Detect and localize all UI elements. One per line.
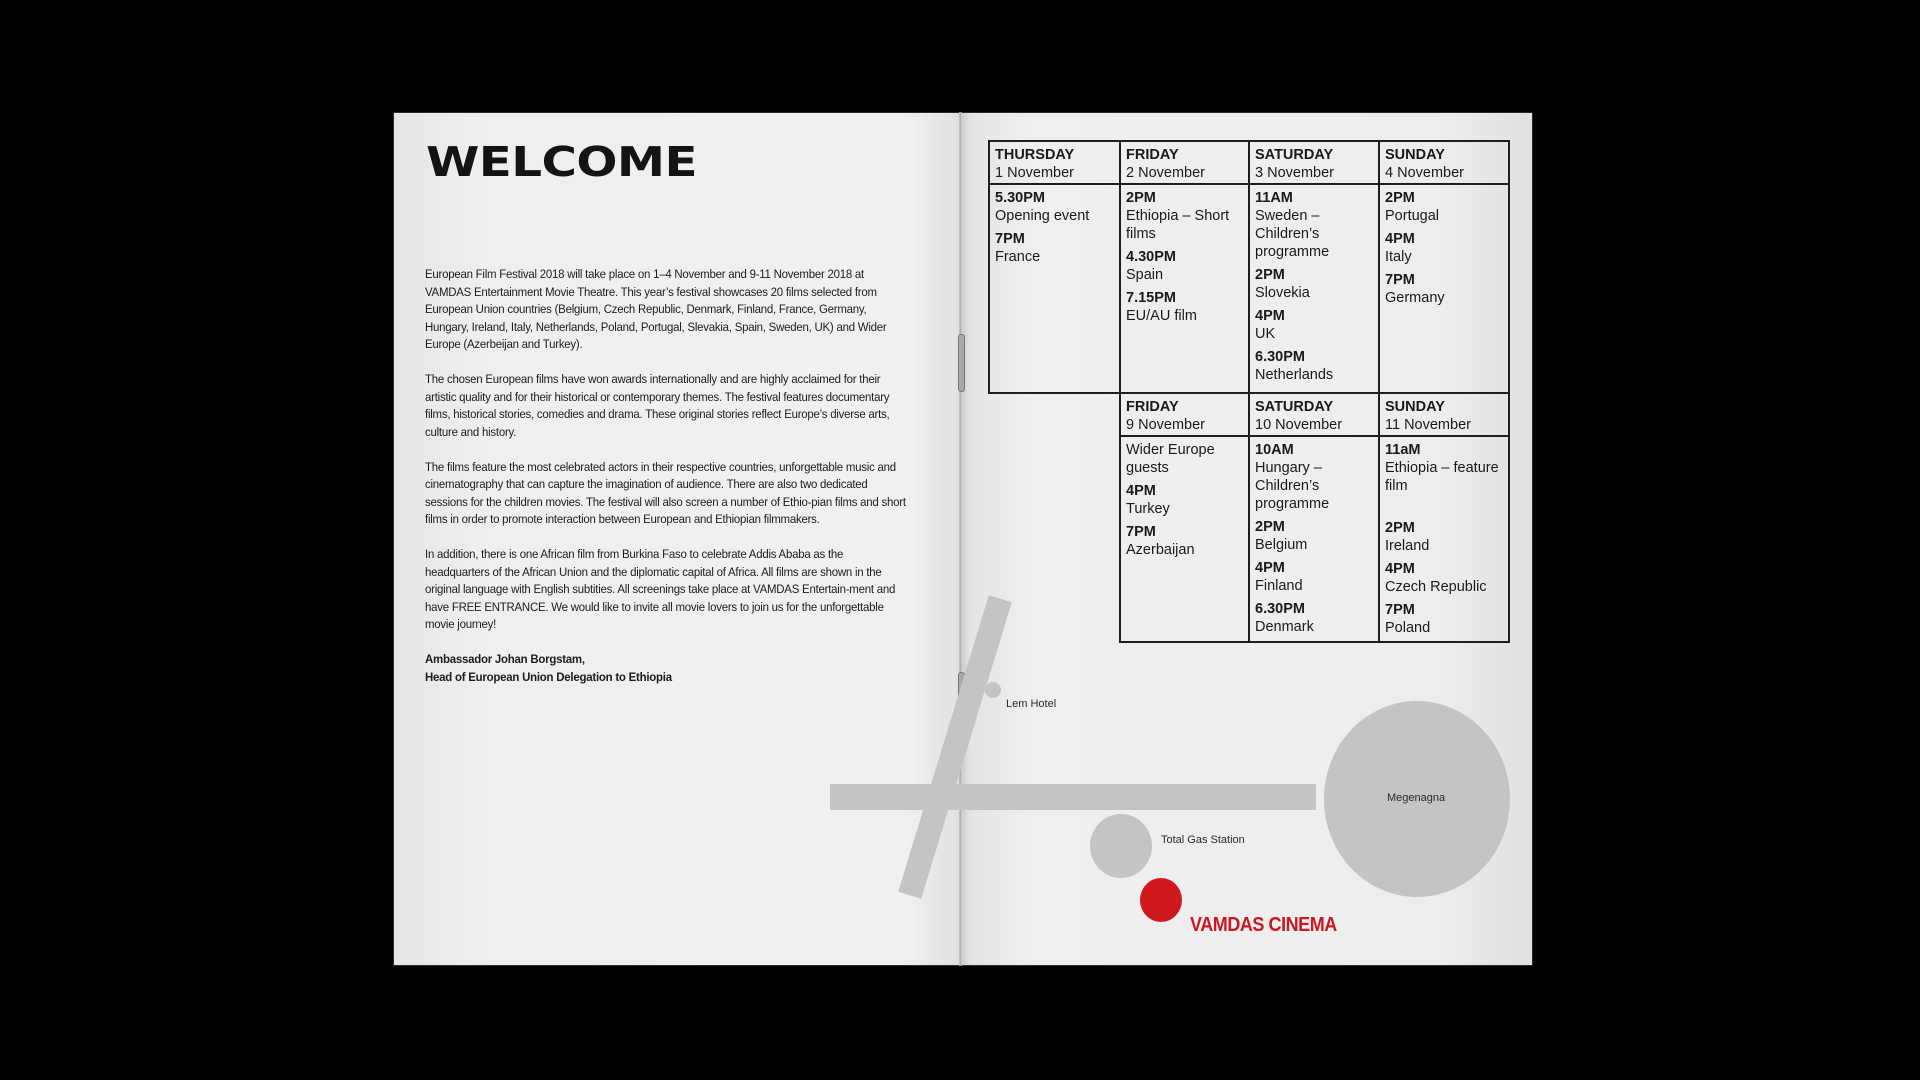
event-name: Portugal	[1385, 208, 1440, 224]
signature-name: Ambassador Johan Borgstam,	[425, 652, 585, 666]
schedule-table	[988, 140, 1510, 643]
day-name: FRIDAY	[1126, 399, 1179, 415]
day-events-thu-1	[988, 183, 1121, 394]
day-header-thu-1	[988, 140, 1121, 185]
event-name: Sweden – Children’s programme	[1255, 208, 1330, 260]
event	[1255, 189, 1373, 261]
day-date: 1 November	[995, 165, 1074, 181]
event-time: 2PM	[1255, 267, 1285, 283]
event	[1385, 560, 1503, 596]
event-time: 4PM	[1385, 561, 1415, 577]
event	[1385, 271, 1503, 307]
event-time: 2PM	[1126, 190, 1156, 206]
staple-top	[958, 334, 965, 392]
event	[1385, 519, 1503, 555]
event-name: Italy	[1385, 249, 1412, 265]
event-name: Denmark	[1255, 619, 1314, 635]
day-date: 10 November	[1255, 417, 1343, 433]
event	[1255, 518, 1373, 554]
day-date: 3 November	[1255, 165, 1334, 181]
event-name: Azerbaijan	[1126, 542, 1195, 558]
event	[995, 230, 1114, 266]
signature-role: Head of European Union Delegation to Ethiopia	[425, 669, 672, 684]
gas-station-label: Total Gas Station	[1161, 834, 1245, 846]
day-events-fri-2	[1119, 183, 1250, 394]
day-name: SATURDAY	[1255, 399, 1334, 415]
event-name: UK	[1255, 326, 1276, 342]
event	[1385, 189, 1503, 225]
day-events-sat-3	[1248, 183, 1380, 394]
event	[1385, 601, 1503, 637]
event-name: Belgium	[1255, 537, 1308, 553]
welcome-title: WELCOME	[426, 138, 697, 186]
paragraph: The chosen European films have won awards internationally and are highly acclaimed for their artistic quality and for their historical or contemporary themes. The festival features documentary films, historical stories, comedies and drama. These original stories reflect Europe’s diverse arts, culture and history.	[425, 372, 890, 439]
event-time: 6.30PM	[1255, 349, 1305, 365]
event	[1126, 289, 1243, 325]
day-date: 4 November	[1385, 165, 1464, 181]
cinema-label: VAMDAS CINEMA	[1190, 914, 1337, 936]
event-time: 5.30PM	[995, 190, 1045, 206]
gas-station-marker-icon	[1090, 814, 1152, 878]
day-name: FRIDAY	[1126, 147, 1179, 163]
event-name: Netherlands	[1255, 367, 1334, 383]
event	[995, 189, 1114, 225]
map-road-horizontal	[830, 784, 1316, 810]
day-name: SUNDAY	[1385, 147, 1445, 163]
day-date: 2 November	[1126, 165, 1205, 181]
lem-hotel-label: Lem Hotel	[1006, 698, 1057, 710]
day-header-fri-2	[1119, 140, 1250, 185]
event-name: Finland	[1255, 578, 1303, 594]
day-date: 9 November	[1126, 417, 1205, 433]
day-header-sun-11	[1378, 392, 1510, 437]
event	[1126, 248, 1243, 284]
event-time: 7.15PM	[1126, 290, 1176, 306]
welcome-letter	[425, 266, 909, 686]
event-time: 4.30PM	[1126, 249, 1176, 265]
day-events-fri-9	[1119, 435, 1250, 643]
day-name: THURSDAY	[995, 147, 1075, 163]
paragraph: European Film Festival 2018 will take place on 1–4 November and 9-11 November 2018 at VAMDAS Entertainment Movie Theatre. This year’s festival showcases 20 films selected from European Union countries (Belgium, Czech Republic, Denmark, Finland, France, Germany, Hungary, Ireland, Italy, Netherlands, Poland, Portugal, Slevakia, Spain, Sweden, UK) and Wider Europe (Azerbeijan and Turkey).	[425, 267, 887, 351]
event-name: Wider Europe guests	[1126, 442, 1215, 476]
event	[1126, 189, 1243, 243]
day-header-fri-9	[1119, 392, 1250, 437]
event-time: 2PM	[1255, 519, 1285, 535]
event-time: 4PM	[1385, 231, 1415, 247]
event-name: Opening event	[995, 208, 1090, 224]
day-header-sat-10	[1248, 392, 1380, 437]
day-events-sat-10	[1248, 435, 1380, 643]
day-name: SUNDAY	[1385, 399, 1445, 415]
cinema-marker-icon	[1140, 878, 1182, 922]
event-name: Czech Republic	[1385, 579, 1487, 595]
event	[1255, 266, 1373, 302]
event-name: Germany	[1385, 290, 1445, 306]
day-events-sun-11	[1378, 435, 1510, 643]
event-name: Poland	[1385, 620, 1431, 636]
event-time: 6.30PM	[1255, 601, 1305, 617]
event-time: 7PM	[995, 231, 1025, 247]
paragraph: In addition, there is one African film from Burkina Faso to celebrate Addis Ababa as the headquarters of the African Union and the diplomatic capital of Africa. All films are shown in the original language with English subtities. All screenings take place at VAMDAS Entertain-ment and have FREE ENTRANCE. We would like to invite all movie lovers to join us for the unforgettable movie journey!	[425, 547, 896, 631]
event-time: 2PM	[1385, 190, 1415, 206]
event	[1385, 230, 1503, 266]
event-time: 11AM	[1255, 190, 1293, 206]
event-name: Hungary – Children’s programme	[1255, 460, 1330, 512]
day-header-sun-4	[1378, 140, 1510, 185]
day-name: SATURDAY	[1255, 147, 1334, 163]
event-name: EU/AU film	[1126, 308, 1197, 324]
lem-hotel-marker-icon	[985, 682, 1001, 698]
event-name: Slovekia	[1255, 285, 1310, 301]
event-time: 7PM	[1385, 272, 1415, 288]
event	[1126, 523, 1243, 559]
event-name: France	[995, 249, 1041, 265]
event-name: Spain	[1126, 267, 1164, 283]
event	[1255, 559, 1373, 595]
event-time: 2PM	[1385, 520, 1415, 536]
megenagna-label: Megenagna	[1387, 792, 1446, 804]
brochure-spread	[393, 112, 1533, 966]
event	[1255, 348, 1373, 384]
paragraph: The films feature the most celebrated actors in their respective countries, unforgettable music and cinematography that can capture the imagination of audience. There are also two dedicated sessions for the children movies. The festival will also screen a number of Ethio-pian films and short films in order to promote interaction between European and Ethiopian filmmakers.	[425, 459, 906, 526]
event	[1385, 441, 1503, 495]
day-events-sun-4	[1378, 183, 1510, 394]
day-date: 11 November	[1385, 417, 1471, 433]
event-name: Turkey	[1126, 501, 1170, 517]
event	[1255, 441, 1373, 513]
event	[1126, 482, 1243, 518]
event	[1255, 307, 1373, 343]
event-name: Ethiopia – feature film	[1385, 460, 1499, 494]
event	[1126, 441, 1243, 477]
event-time: 4PM	[1255, 560, 1285, 576]
event-name: Ethiopia – Short films	[1126, 208, 1230, 242]
event-time: 4PM	[1255, 308, 1285, 324]
event-time: 11aM	[1385, 442, 1421, 458]
event	[1255, 600, 1373, 636]
day-header-sat-3	[1248, 140, 1380, 185]
event-name: Ireland	[1385, 538, 1430, 554]
center-fold	[959, 112, 962, 966]
event-time: 7PM	[1385, 602, 1415, 618]
event-time: 4PM	[1126, 483, 1156, 499]
event-time: 10AM	[1255, 442, 1294, 458]
event-time: 7PM	[1126, 524, 1156, 540]
